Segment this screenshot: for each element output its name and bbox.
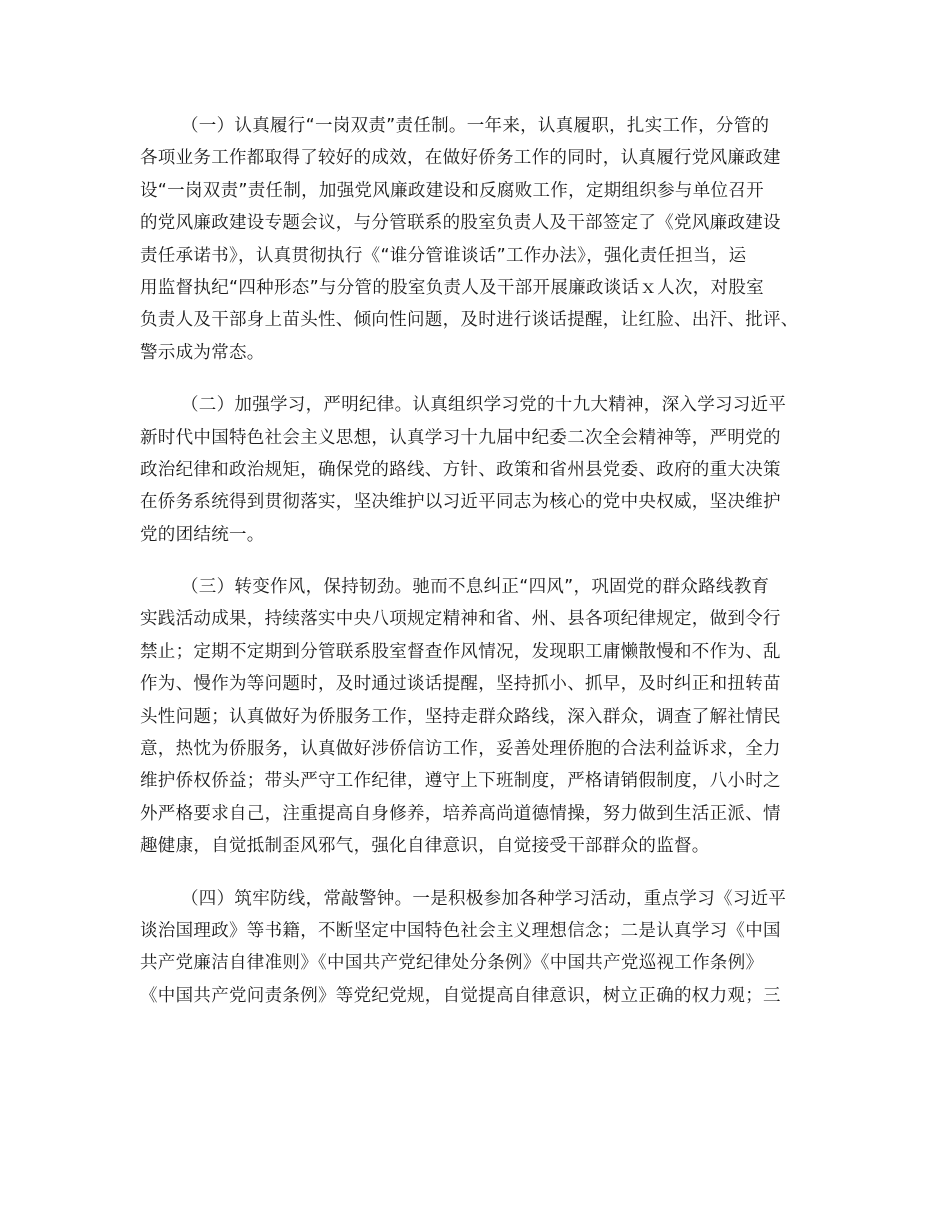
paragraph-1 xyxy=(140,110,820,369)
document-body xyxy=(140,110,820,1032)
paragraph-2 xyxy=(140,389,820,551)
text-line: 意，热忱为侨服务，认真做好涉侨信访工作，妥善处理侨胞的合法利益诉求，全力 xyxy=(140,739,781,760)
text-line: 趣健康，自觉抵制歪风邪气，强化自律意识，自觉接受干部群众的监督。 xyxy=(140,836,710,857)
text-line: 实践活动成果，持续落实中央八项规定精神和省、州、县各项纪律规定，做到令行 xyxy=(140,609,781,630)
text-line: 警示成为常态。 xyxy=(140,342,265,363)
text-line: 新时代中国特色社会主义思想，认真学习十九届中纪委二次全会精神等，严明党的 xyxy=(140,427,781,448)
text-line: 各项业务工作都取得了较好的成效，在做好侨务工作的同时，认真履行党风廉政建 xyxy=(140,148,781,169)
text-line: （二）加强学习，严明纪律。认真组织学习党的十九大精神，深入学习习近平 xyxy=(181,395,787,416)
text-line: 头性问题；认真做好为侨服务工作，坚持走群众路线，深入群众，调查了解社情民 xyxy=(140,706,781,727)
text-line: 设“一岗双责”责任制，加强党风廉政建设和反腐败工作，定期组织参与单位召开 xyxy=(140,180,764,201)
text-line: 作为、慢作为等问题时，及时通过谈话提醒，坚持抓小、抓早，及时纠正和扭转苗 xyxy=(140,674,781,695)
text-line: 禁止；定期不定期到分管联系股室督查作风情况，发现职工庸懒散慢和不作为、乱 xyxy=(140,641,781,662)
text-line: 外严格要求自己，注重提高自身修养，培养高尚道德情操，努力做到生活正派、情 xyxy=(140,803,781,824)
text-line: 共产党廉洁自律准则》《中国共产党纪律处分条例》《中国共产党巡视工作条例》 xyxy=(140,953,764,974)
text-line: 的党风廉政建设专题会议，与分管联系的股室负责人及干部签定了《党风廉政建设 xyxy=(140,213,781,234)
text-line: 谈治国理政》等书籍，不断坚定中国特色社会主义理想信念；二是认真学习《中国 xyxy=(140,920,781,941)
text-line: （三）转变作风，保持韧劲。驰而不息纠正“四风”，巩固党的群众路线教育 xyxy=(181,577,770,598)
paragraph-3 xyxy=(140,571,820,863)
text-line: （四）筑牢防线，常敲警钟。一是积极参加各种学习活动，重点学习《习近平 xyxy=(181,888,787,909)
text-line: 党的团结统一。 xyxy=(140,524,265,545)
text-line: 维护侨权侨益；带头严守工作纪律，遵守上下班制度，严格请销假制度，八小时之 xyxy=(140,771,781,792)
text-line: 用监督执纪“四种形态”与分管的股室负责人及干部开展廉政谈话ｘ人次，对股室 xyxy=(140,277,764,298)
paragraph-4 xyxy=(140,883,820,1013)
text-line: 政治纪律和政治规矩，确保党的路线、方针、政策和省州县党委、政府的重大决策 xyxy=(140,459,781,480)
text-line: 责任承诺书》，认真贯彻执行《“谁分管谁谈话”工作办法》，强化责任担当，运 xyxy=(140,245,747,266)
text-line: （一）认真履行“一岗双责”责任制。一年来，认真履职，扎实工作，分管的 xyxy=(181,116,770,136)
text-line: 负责人及干部身上苗头性、倾向性问题，及时进行谈话提醒，让红脸、出汗、批评、 xyxy=(140,310,799,331)
text-line: 《中国共产党问责条例》等党纪党规，自觉提高自律意识，树立正确的权力观；三 xyxy=(140,985,781,1006)
text-line: 在侨务系统得到贯彻落实，坚决维护以习近平同志为核心的党中央权威，坚决维护 xyxy=(140,492,781,513)
